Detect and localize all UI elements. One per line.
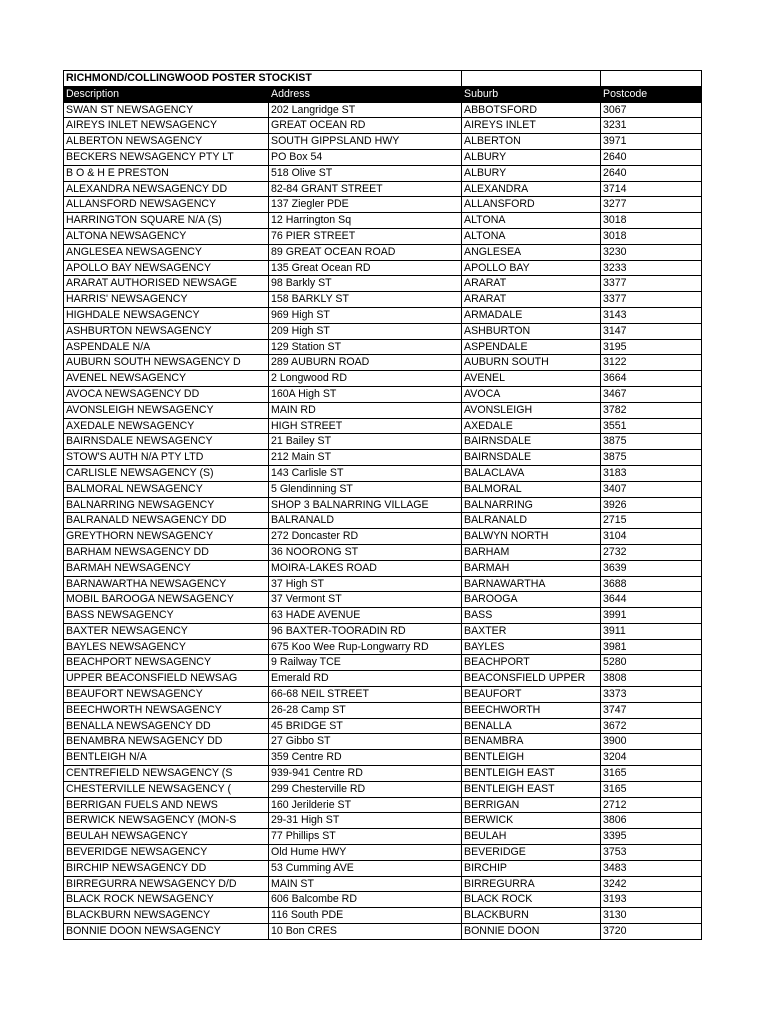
table-row bbox=[64, 276, 702, 292]
address-cell: 299 Chesterville RD bbox=[269, 781, 462, 797]
table-row bbox=[64, 450, 702, 466]
address-cell: 53 Cumming AVE bbox=[269, 860, 462, 876]
address-cell: 137 Ziegler PDE bbox=[269, 197, 462, 213]
table-row bbox=[64, 687, 702, 703]
suburb-cell: ALBURY bbox=[462, 165, 601, 181]
postcode-cell: 3753 bbox=[601, 845, 702, 861]
table-row bbox=[64, 813, 702, 829]
postcode-cell: 3233 bbox=[601, 260, 702, 276]
table-row bbox=[64, 592, 702, 608]
postcode-cell: 3720 bbox=[601, 924, 702, 940]
address-cell: 135 Great Ocean RD bbox=[269, 260, 462, 276]
description-cell: BIRCHIP NEWSAGENCY DD bbox=[64, 860, 269, 876]
suburb-cell: BARMAH bbox=[462, 560, 601, 576]
postcode-cell: 3165 bbox=[601, 766, 702, 782]
suburb-cell: ALBERTON bbox=[462, 134, 601, 150]
postcode-cell: 3067 bbox=[601, 102, 702, 118]
description-cell: BARNAWARTHA NEWSAGENCY bbox=[64, 576, 269, 592]
address-cell: 76 PIER STREET bbox=[269, 228, 462, 244]
table-row bbox=[64, 797, 702, 813]
address-cell: 160 Jerilderie ST bbox=[269, 797, 462, 813]
table-row bbox=[64, 560, 702, 576]
postcode-cell: 3018 bbox=[601, 213, 702, 229]
table-row bbox=[64, 181, 702, 197]
address-cell: 37 High ST bbox=[269, 576, 462, 592]
table-row bbox=[64, 213, 702, 229]
table-row bbox=[64, 165, 702, 181]
description-cell: BALRANALD NEWSAGENCY DD bbox=[64, 513, 269, 529]
suburb-cell: BLACKBURN bbox=[462, 908, 601, 924]
address-cell: 45 BRIDGE ST bbox=[269, 718, 462, 734]
suburb-cell: BALMORAL bbox=[462, 481, 601, 497]
table-row bbox=[64, 766, 702, 782]
table-row bbox=[64, 671, 702, 687]
suburb-cell: BARNAWARTHA bbox=[462, 576, 601, 592]
address-cell: 96 BAXTER-TOORADIN RD bbox=[269, 623, 462, 639]
postcode-cell: 2640 bbox=[601, 165, 702, 181]
description-cell: BEECHWORTH NEWSAGENCY bbox=[64, 702, 269, 718]
description-cell: ASHBURTON NEWSAGENCY bbox=[64, 323, 269, 339]
suburb-cell: BALRANALD bbox=[462, 513, 601, 529]
suburb-cell: ALLANSFORD bbox=[462, 197, 601, 213]
suburb-cell: BENTLEIGH EAST bbox=[462, 781, 601, 797]
description-cell: BONNIE DOON NEWSAGENCY bbox=[64, 924, 269, 940]
suburb-cell: BEACHPORT bbox=[462, 655, 601, 671]
postcode-cell: 3644 bbox=[601, 592, 702, 608]
suburb-cell: BLACK ROCK bbox=[462, 892, 601, 908]
suburb-cell: ALTONA bbox=[462, 213, 601, 229]
description-cell: APOLLO BAY NEWSAGENCY bbox=[64, 260, 269, 276]
address-cell: 27 Gibbo ST bbox=[269, 734, 462, 750]
postcode-cell: 3688 bbox=[601, 576, 702, 592]
postcode-cell: 3377 bbox=[601, 276, 702, 292]
postcode-cell: 3551 bbox=[601, 418, 702, 434]
postcode-cell: 3808 bbox=[601, 671, 702, 687]
postcode-cell: 3672 bbox=[601, 718, 702, 734]
table-row bbox=[64, 386, 702, 402]
suburb-cell: ASPENDALE bbox=[462, 339, 601, 355]
postcode-cell: 3373 bbox=[601, 687, 702, 703]
description-cell: AIREYS INLET NEWSAGENCY bbox=[64, 118, 269, 134]
suburb-cell: ARARAT bbox=[462, 292, 601, 308]
table-row bbox=[64, 860, 702, 876]
description-cell: BERWICK NEWSAGENCY (MON-S bbox=[64, 813, 269, 829]
table-row bbox=[64, 292, 702, 308]
address-cell: 10 Bon CRES bbox=[269, 924, 462, 940]
suburb-cell: BENAMBRA bbox=[462, 734, 601, 750]
suburb-cell: BAIRNSDALE bbox=[462, 434, 601, 450]
description-cell: BEULAH NEWSAGENCY bbox=[64, 829, 269, 845]
address-cell: MAIN RD bbox=[269, 402, 462, 418]
description-cell: BENTLEIGH N/A bbox=[64, 750, 269, 766]
table-row bbox=[64, 465, 702, 481]
description-cell: BENALLA NEWSAGENCY DD bbox=[64, 718, 269, 734]
address-cell: 606 Balcombe RD bbox=[269, 892, 462, 908]
suburb-cell: BAIRNSDALE bbox=[462, 450, 601, 466]
address-cell: PO Box 54 bbox=[269, 149, 462, 165]
address-cell: 675 Koo Wee Rup-Longwarry RD bbox=[269, 639, 462, 655]
description-cell: ALLANSFORD NEWSAGENCY bbox=[64, 197, 269, 213]
suburb-cell: BERWICK bbox=[462, 813, 601, 829]
description-cell: BARMAH NEWSAGENCY bbox=[64, 560, 269, 576]
postcode-cell: 3183 bbox=[601, 465, 702, 481]
table-row bbox=[64, 355, 702, 371]
address-cell: MOIRA-LAKES ROAD bbox=[269, 560, 462, 576]
suburb-cell: AXEDALE bbox=[462, 418, 601, 434]
suburb-cell: BALACLAVA bbox=[462, 465, 601, 481]
title-blank-cell bbox=[462, 71, 601, 87]
suburb-cell: APOLLO BAY bbox=[462, 260, 601, 276]
postcode-cell: 3639 bbox=[601, 560, 702, 576]
address-cell: 212 Main ST bbox=[269, 450, 462, 466]
table-row bbox=[64, 529, 702, 545]
description-cell: ALBERTON NEWSAGENCY bbox=[64, 134, 269, 150]
table-row bbox=[64, 497, 702, 513]
suburb-cell: ALBURY bbox=[462, 149, 601, 165]
address-cell: 66-68 NEIL STREET bbox=[269, 687, 462, 703]
table-row bbox=[64, 434, 702, 450]
postcode-cell: 3204 bbox=[601, 750, 702, 766]
postcode-cell: 3242 bbox=[601, 876, 702, 892]
address-cell: 158 BARKLY ST bbox=[269, 292, 462, 308]
stockist-table bbox=[63, 70, 702, 940]
table-row bbox=[64, 608, 702, 624]
description-cell: CHESTERVILLE NEWSAGENCY ( bbox=[64, 781, 269, 797]
description-cell: AVENEL NEWSAGENCY bbox=[64, 371, 269, 387]
table-row bbox=[64, 655, 702, 671]
description-cell: AXEDALE NEWSAGENCY bbox=[64, 418, 269, 434]
postcode-cell: 3143 bbox=[601, 307, 702, 323]
suburb-cell: BEECHWORTH bbox=[462, 702, 601, 718]
postcode-cell: 3971 bbox=[601, 134, 702, 150]
column-header-address: Address bbox=[269, 86, 462, 102]
table-row bbox=[64, 924, 702, 940]
postcode-cell: 2732 bbox=[601, 544, 702, 560]
address-cell: 98 Barkly ST bbox=[269, 276, 462, 292]
postcode-cell: 3981 bbox=[601, 639, 702, 655]
address-cell: 272 Doncaster RD bbox=[269, 529, 462, 545]
table-row bbox=[64, 371, 702, 387]
header-row bbox=[64, 86, 702, 102]
description-cell: SWAN ST NEWSAGENCY bbox=[64, 102, 269, 118]
suburb-cell: ABBOTSFORD bbox=[462, 102, 601, 118]
postcode-cell: 3875 bbox=[601, 434, 702, 450]
address-cell: 77 Phillips ST bbox=[269, 829, 462, 845]
table-row bbox=[64, 892, 702, 908]
postcode-cell: 3130 bbox=[601, 908, 702, 924]
postcode-cell: 3195 bbox=[601, 339, 702, 355]
table-row bbox=[64, 323, 702, 339]
table-row bbox=[64, 118, 702, 134]
table-row bbox=[64, 829, 702, 845]
suburb-cell: AVOCA bbox=[462, 386, 601, 402]
suburb-cell: BALWYN NORTH bbox=[462, 529, 601, 545]
table-row bbox=[64, 623, 702, 639]
description-cell: B O & H E PRESTON bbox=[64, 165, 269, 181]
suburb-cell: BEAUFORT bbox=[462, 687, 601, 703]
address-cell: 289 AUBURN ROAD bbox=[269, 355, 462, 371]
column-header-description: Description bbox=[64, 86, 269, 102]
description-cell: CENTREFIELD NEWSAGENCY (S bbox=[64, 766, 269, 782]
suburb-cell: ALTONA bbox=[462, 228, 601, 244]
postcode-cell: 3747 bbox=[601, 702, 702, 718]
postcode-cell: 3900 bbox=[601, 734, 702, 750]
address-cell: 9 Railway TCE bbox=[269, 655, 462, 671]
suburb-cell: ASHBURTON bbox=[462, 323, 601, 339]
postcode-cell: 3104 bbox=[601, 529, 702, 545]
column-header-suburb: Suburb bbox=[462, 86, 601, 102]
postcode-cell: 3377 bbox=[601, 292, 702, 308]
description-cell: ALEXANDRA NEWSAGENCY DD bbox=[64, 181, 269, 197]
suburb-cell: AVONSLEIGH bbox=[462, 402, 601, 418]
address-cell: 26-28 Camp ST bbox=[269, 702, 462, 718]
table-row bbox=[64, 228, 702, 244]
suburb-cell: AIREYS INLET bbox=[462, 118, 601, 134]
description-cell: BEVERIDGE NEWSAGENCY bbox=[64, 845, 269, 861]
postcode-cell: 5280 bbox=[601, 655, 702, 671]
title-row bbox=[64, 71, 702, 87]
address-cell: MAIN ST bbox=[269, 876, 462, 892]
suburb-cell: AVENEL bbox=[462, 371, 601, 387]
description-cell: UPPER BEACONSFIELD NEWSAG bbox=[64, 671, 269, 687]
postcode-cell: 3277 bbox=[601, 197, 702, 213]
description-cell: MOBIL BAROOGA NEWSAGENCY bbox=[64, 592, 269, 608]
description-cell: BERRIGAN FUELS AND NEWS bbox=[64, 797, 269, 813]
description-cell: GREYTHORN NEWSAGENCY bbox=[64, 529, 269, 545]
suburb-cell: BENTLEIGH EAST bbox=[462, 766, 601, 782]
address-cell: SOUTH GIPPSLAND HWY bbox=[269, 134, 462, 150]
table-row bbox=[64, 845, 702, 861]
table-body bbox=[64, 102, 702, 939]
description-cell: STOW'S AUTH N/A PTY LTD bbox=[64, 450, 269, 466]
description-cell: ANGLESEA NEWSAGENCY bbox=[64, 244, 269, 260]
table-row bbox=[64, 197, 702, 213]
address-cell: 209 High ST bbox=[269, 323, 462, 339]
description-cell: HARRIS' NEWSAGENCY bbox=[64, 292, 269, 308]
address-cell: 89 GREAT OCEAN ROAD bbox=[269, 244, 462, 260]
description-cell: BAXTER NEWSAGENCY bbox=[64, 623, 269, 639]
suburb-cell: BEVERIDGE bbox=[462, 845, 601, 861]
address-cell: 143 Carlisle ST bbox=[269, 465, 462, 481]
address-cell: 37 Vermont ST bbox=[269, 592, 462, 608]
suburb-cell: BENALLA bbox=[462, 718, 601, 734]
table-row bbox=[64, 639, 702, 655]
description-cell: AVOCA NEWSAGENCY DD bbox=[64, 386, 269, 402]
suburb-cell: BARHAM bbox=[462, 544, 601, 560]
description-cell: HARRINGTON SQUARE N/A (S) bbox=[64, 213, 269, 229]
table-row bbox=[64, 908, 702, 924]
description-cell: BALMORAL NEWSAGENCY bbox=[64, 481, 269, 497]
suburb-cell: BEACONSFIELD UPPER bbox=[462, 671, 601, 687]
address-cell: GREAT OCEAN RD bbox=[269, 118, 462, 134]
suburb-cell: ALEXANDRA bbox=[462, 181, 601, 197]
suburb-cell: BONNIE DOON bbox=[462, 924, 601, 940]
table-row bbox=[64, 718, 702, 734]
suburb-cell: ARMADALE bbox=[462, 307, 601, 323]
title-blank-cell bbox=[601, 71, 702, 87]
postcode-cell: 3395 bbox=[601, 829, 702, 845]
suburb-cell: BIRCHIP bbox=[462, 860, 601, 876]
description-cell: HIGHDALE NEWSAGENCY bbox=[64, 307, 269, 323]
postcode-cell: 3714 bbox=[601, 181, 702, 197]
address-cell: 21 Bailey ST bbox=[269, 434, 462, 450]
address-cell: 63 HADE AVENUE bbox=[269, 608, 462, 624]
postcode-cell: 3122 bbox=[601, 355, 702, 371]
table-row bbox=[64, 402, 702, 418]
table-row bbox=[64, 576, 702, 592]
description-cell: BENAMBRA NEWSAGENCY DD bbox=[64, 734, 269, 750]
suburb-cell: AUBURN SOUTH bbox=[462, 355, 601, 371]
table-row bbox=[64, 734, 702, 750]
sheet-title: RICHMOND/COLLINGWOOD POSTER STOCKIST bbox=[64, 71, 269, 87]
table-row bbox=[64, 481, 702, 497]
description-cell: BAIRNSDALE NEWSAGENCY bbox=[64, 434, 269, 450]
postcode-cell: 3467 bbox=[601, 386, 702, 402]
address-cell: HIGH STREET bbox=[269, 418, 462, 434]
table-row bbox=[64, 513, 702, 529]
address-cell: Emerald RD bbox=[269, 671, 462, 687]
address-cell: 202 Langridge ST bbox=[269, 102, 462, 118]
suburb-cell: BEULAH bbox=[462, 829, 601, 845]
description-cell: ALTONA NEWSAGENCY bbox=[64, 228, 269, 244]
suburb-cell: BASS bbox=[462, 608, 601, 624]
address-cell: 36 NOORONG ST bbox=[269, 544, 462, 560]
suburb-cell: BIRREGURRA bbox=[462, 876, 601, 892]
postcode-cell: 2712 bbox=[601, 797, 702, 813]
address-cell: BALRANALD bbox=[269, 513, 462, 529]
address-cell: 82-84 GRANT STREET bbox=[269, 181, 462, 197]
table-row bbox=[64, 702, 702, 718]
table-row bbox=[64, 244, 702, 260]
suburb-cell: ANGLESEA bbox=[462, 244, 601, 260]
table-row bbox=[64, 102, 702, 118]
address-cell: 129 Station ST bbox=[269, 339, 462, 355]
description-cell: BASS NEWSAGENCY bbox=[64, 608, 269, 624]
suburb-cell: BAROOGA bbox=[462, 592, 601, 608]
suburb-cell: BALNARRING bbox=[462, 497, 601, 513]
postcode-cell: 3147 bbox=[601, 323, 702, 339]
postcode-cell: 2640 bbox=[601, 149, 702, 165]
description-cell: BEAUFORT NEWSAGENCY bbox=[64, 687, 269, 703]
description-cell: BAYLES NEWSAGENCY bbox=[64, 639, 269, 655]
suburb-cell: BAYLES bbox=[462, 639, 601, 655]
description-cell: BLACKBURN NEWSAGENCY bbox=[64, 908, 269, 924]
postcode-cell: 3193 bbox=[601, 892, 702, 908]
description-cell: CARLISLE NEWSAGENCY (S) bbox=[64, 465, 269, 481]
postcode-cell: 2715 bbox=[601, 513, 702, 529]
description-cell: BEACHPORT NEWSAGENCY bbox=[64, 655, 269, 671]
table-row bbox=[64, 544, 702, 560]
table-row bbox=[64, 307, 702, 323]
postcode-cell: 3782 bbox=[601, 402, 702, 418]
suburb-cell: BAXTER bbox=[462, 623, 601, 639]
description-cell: BIRREGURRA NEWSAGENCY D/D bbox=[64, 876, 269, 892]
postcode-cell: 3911 bbox=[601, 623, 702, 639]
description-cell: BARHAM NEWSAGENCY DD bbox=[64, 544, 269, 560]
postcode-cell: 3806 bbox=[601, 813, 702, 829]
table-row bbox=[64, 876, 702, 892]
suburb-cell: BENTLEIGH bbox=[462, 750, 601, 766]
table-row bbox=[64, 781, 702, 797]
postcode-cell: 3875 bbox=[601, 450, 702, 466]
postcode-cell: 3165 bbox=[601, 781, 702, 797]
postcode-cell: 3230 bbox=[601, 244, 702, 260]
table-row bbox=[64, 134, 702, 150]
suburb-cell: ARARAT bbox=[462, 276, 601, 292]
description-cell: AUBURN SOUTH NEWSAGENCY D bbox=[64, 355, 269, 371]
description-cell: BLACK ROCK NEWSAGENCY bbox=[64, 892, 269, 908]
address-cell: 939-941 Centre RD bbox=[269, 766, 462, 782]
postcode-cell: 3926 bbox=[601, 497, 702, 513]
postcode-cell: 3407 bbox=[601, 481, 702, 497]
address-cell: Old Hume HWY bbox=[269, 845, 462, 861]
suburb-cell: BERRIGAN bbox=[462, 797, 601, 813]
postcode-cell: 3018 bbox=[601, 228, 702, 244]
table-row bbox=[64, 260, 702, 276]
table-row bbox=[64, 149, 702, 165]
postcode-cell: 3483 bbox=[601, 860, 702, 876]
description-cell: ARARAT AUTHORISED NEWSAGE bbox=[64, 276, 269, 292]
description-cell: AVONSLEIGH NEWSAGENCY bbox=[64, 402, 269, 418]
address-cell: 518 Olive ST bbox=[269, 165, 462, 181]
address-cell: 116 South PDE bbox=[269, 908, 462, 924]
address-cell: 969 High ST bbox=[269, 307, 462, 323]
address-cell: 160A High ST bbox=[269, 386, 462, 402]
description-cell: BECKERS NEWSAGENCY PTY LT bbox=[64, 149, 269, 165]
address-cell: SHOP 3 BALNARRING VILLAGE bbox=[269, 497, 462, 513]
table-row bbox=[64, 418, 702, 434]
address-cell: 2 Longwood RD bbox=[269, 371, 462, 387]
address-cell: 29-31 High ST bbox=[269, 813, 462, 829]
description-cell: ASPENDALE N/A bbox=[64, 339, 269, 355]
address-cell: 359 Centre RD bbox=[269, 750, 462, 766]
table-row bbox=[64, 750, 702, 766]
address-cell: 12 Harrington Sq bbox=[269, 213, 462, 229]
description-cell: BALNARRING NEWSAGENCY bbox=[64, 497, 269, 513]
table-row bbox=[64, 339, 702, 355]
address-cell: 5 Glendinning ST bbox=[269, 481, 462, 497]
column-header-postcode: Postcode bbox=[601, 86, 702, 102]
postcode-cell: 3991 bbox=[601, 608, 702, 624]
postcode-cell: 3231 bbox=[601, 118, 702, 134]
postcode-cell: 3664 bbox=[601, 371, 702, 387]
